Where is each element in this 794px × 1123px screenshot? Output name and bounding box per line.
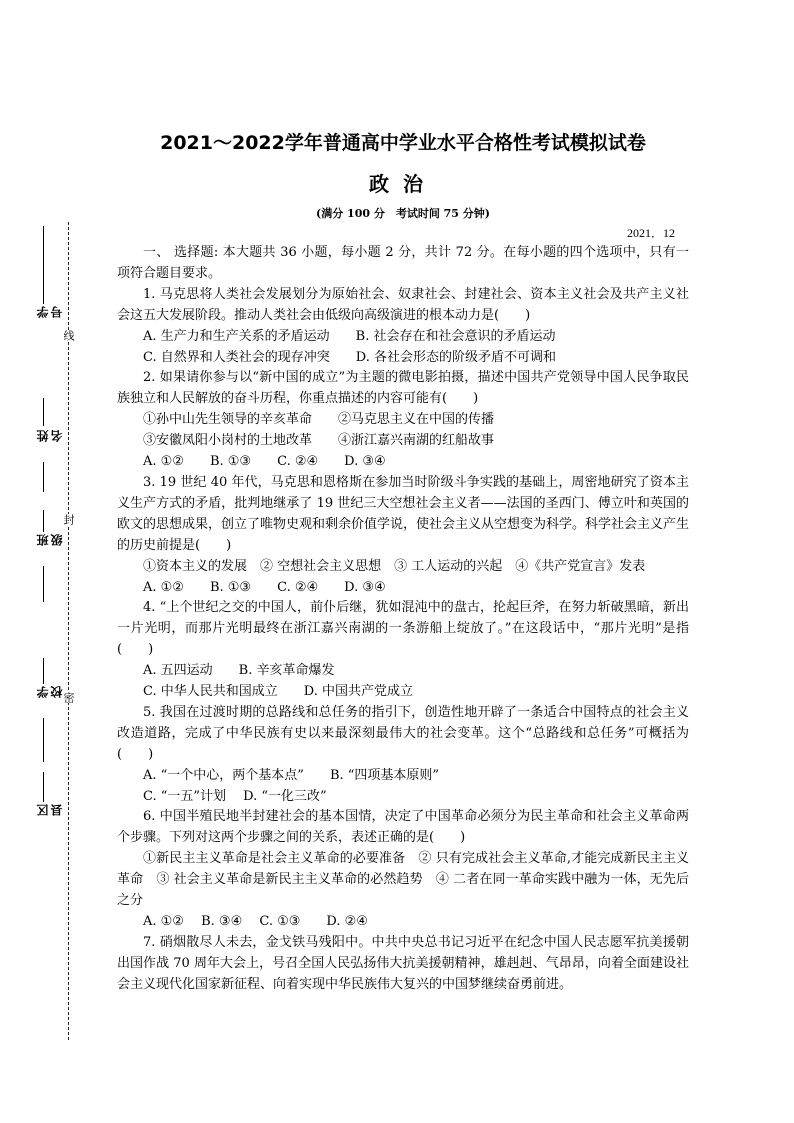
question-list <box>117 243 689 996</box>
question-subitems: ③安徽凤阳小岗村的土地改革 ④浙江嘉兴南湖的红船故事 <box>143 433 495 449</box>
question-options[interactable]: C. “一五”计划 D. “一化三改” <box>143 788 327 804</box>
question-options[interactable]: A. 五四运动 B. 辛亥革命爆发 <box>143 663 335 679</box>
binding-mark-feng: 封 <box>62 514 75 525</box>
field-blank-line <box>43 398 44 426</box>
field-label: 姓名 <box>36 430 64 442</box>
question-options[interactable]: A. ①② B. ③④ C. ①③ D. ②④ <box>143 914 368 929</box>
exam-title: 2021～2022学年普通高中学业水平合格性考试模拟试卷 <box>160 132 646 154</box>
question-subitems: ①孙中山先生领导的辛亥革命 ②马克思主义在中国的传播 <box>143 412 495 428</box>
field-label: 学校 <box>36 686 64 698</box>
field-blank-line <box>43 510 44 532</box>
field-blank-line <box>43 566 44 602</box>
question-options[interactable]: A. ①② B. ①③ C. ②④ D. ③④ <box>143 454 386 470</box>
field-blank-line <box>43 462 44 492</box>
field-blank-line <box>43 226 44 304</box>
section-heading: 一、 选择题: 本大题共 36 小题，每小题 2 分，共计 72 分。在每小题的四个选项中，只有一项符合题目要求。 <box>117 245 689 281</box>
exam-date: 2021．12 <box>626 226 675 240</box>
question-stem: 4. “上个世纪之交的中国人，前仆后继，犹如混沌中的盘古，抡起巨斧，在努力斩破黑暗，新出一片光明，而那片光明最终在浙江嘉兴南湖的一条游船上绽放了。”在这段话中，“那片光明”是指( ) <box>117 600 689 658</box>
question-options[interactable]: A. “一个中心，两个基本点” B. “四项基本原则” <box>143 767 440 783</box>
question-subitems: ①资本主义的发展 ② 空想社会主义思想 ③ 工人运动的兴起 ④《共产党宣言》发表 <box>143 558 646 574</box>
question-options[interactable]: A. ①② B. ①③ C. ②④ D. ③④ <box>143 579 386 595</box>
exam-subject: 政治 <box>369 172 437 196</box>
question-stem: 3. 19 世纪 40 年代，马克思和恩格斯在参加当时阶级斗争实践的基础上，周密地研究了资本主义生产方式的矛盾，批判地继承了 19 世纪三大空想社会主义者——法国的圣西门、傅立叶和英国的欧文的思想成果，创立了唯物史观和剩余价值学说，使社会主义从空想变为科学。科学社会主义产生的历史前提是( ) <box>117 474 690 553</box>
binding-mark-xian: 线 <box>62 330 75 341</box>
question-options[interactable]: A. 生产力和生产关系的矛盾运动 B. 社会存在和社会意识的矛盾运动 <box>143 328 556 344</box>
field-blank-line <box>43 658 44 684</box>
field-label: 区县 <box>36 804 64 816</box>
question-options[interactable]: C. 中华人民共和国成立 D. 中国共产党成立 <box>143 684 413 700</box>
exam-info: (满分 100 分 考试时间 75 分钟) <box>316 207 490 220</box>
field-label: 学号 <box>36 306 64 318</box>
question-stem: 7. 硝烟散尽人未去，金戈铁马残阳中。中共中央总书记习近平在纪念中国人民志愿军抗美援朝出国作战 70 周年大会上，号召全国人民弘扬伟大抗美援朝精神，雄赳赳、气昂昂，向着全面建设社会主义现代化国家新征程、向着实现中华民族伟大复兴的中国梦继续奋勇前进。 <box>117 934 689 992</box>
question-stem: 5. 我国在过渡时期的总路线和总任务的指引下，创造性地开辟了一条适合中国特点的社会主义改造道路，完成了中华民族有史以来最深刻最伟大的社会变革。这个“总路线和总任务”可概括为( ) <box>117 704 689 762</box>
binding-strip <box>0 0 100 1123</box>
question-stem: 2. 如果请你参与以“新中国的成立”为主题的微电影拍摄，描述中国共产党领导中国人民争取民族独立和人民解放的奋斗历程，你重点描述的内容可能有( ) <box>117 370 689 407</box>
question-options[interactable]: C. 自然界和人类社会的现存冲突 D. 各社会形态的阶级矛盾不可调和 <box>143 349 556 365</box>
field-blank-line <box>43 772 44 802</box>
field-label: 班级 <box>36 534 64 546</box>
binding-mark-mi: 密 <box>62 692 75 703</box>
field-blank-line <box>43 718 44 762</box>
binding-dashed-line <box>68 222 69 1040</box>
exam-page <box>117 128 689 996</box>
question-stem: 6. 中国半殖民地半封建社会的基本国情，决定了中国革命必须分为民主革命和社会主义革命两个步骤。下列对这两个步骤之间的关系，表述正确的是( ) <box>117 809 689 846</box>
question-subitems: ①新民主主义革命是社会主义革命的必要准备 ② 只有完成社会主义革命,才能完成新民主主义革命 ③ 社会主义革命是新民主主义革命的必然趋势 ④ 二者在同一革命实践中融为一体，无先后之分 <box>117 851 689 909</box>
question-stem: 1. 马克思将人类社会发展划分为原始社会、奴隶社会、封建社会、资本主义社会及共产主义社会这五大发展阶段。推动人类社会由低级向高级演进的根本动力是( ) <box>117 286 689 323</box>
